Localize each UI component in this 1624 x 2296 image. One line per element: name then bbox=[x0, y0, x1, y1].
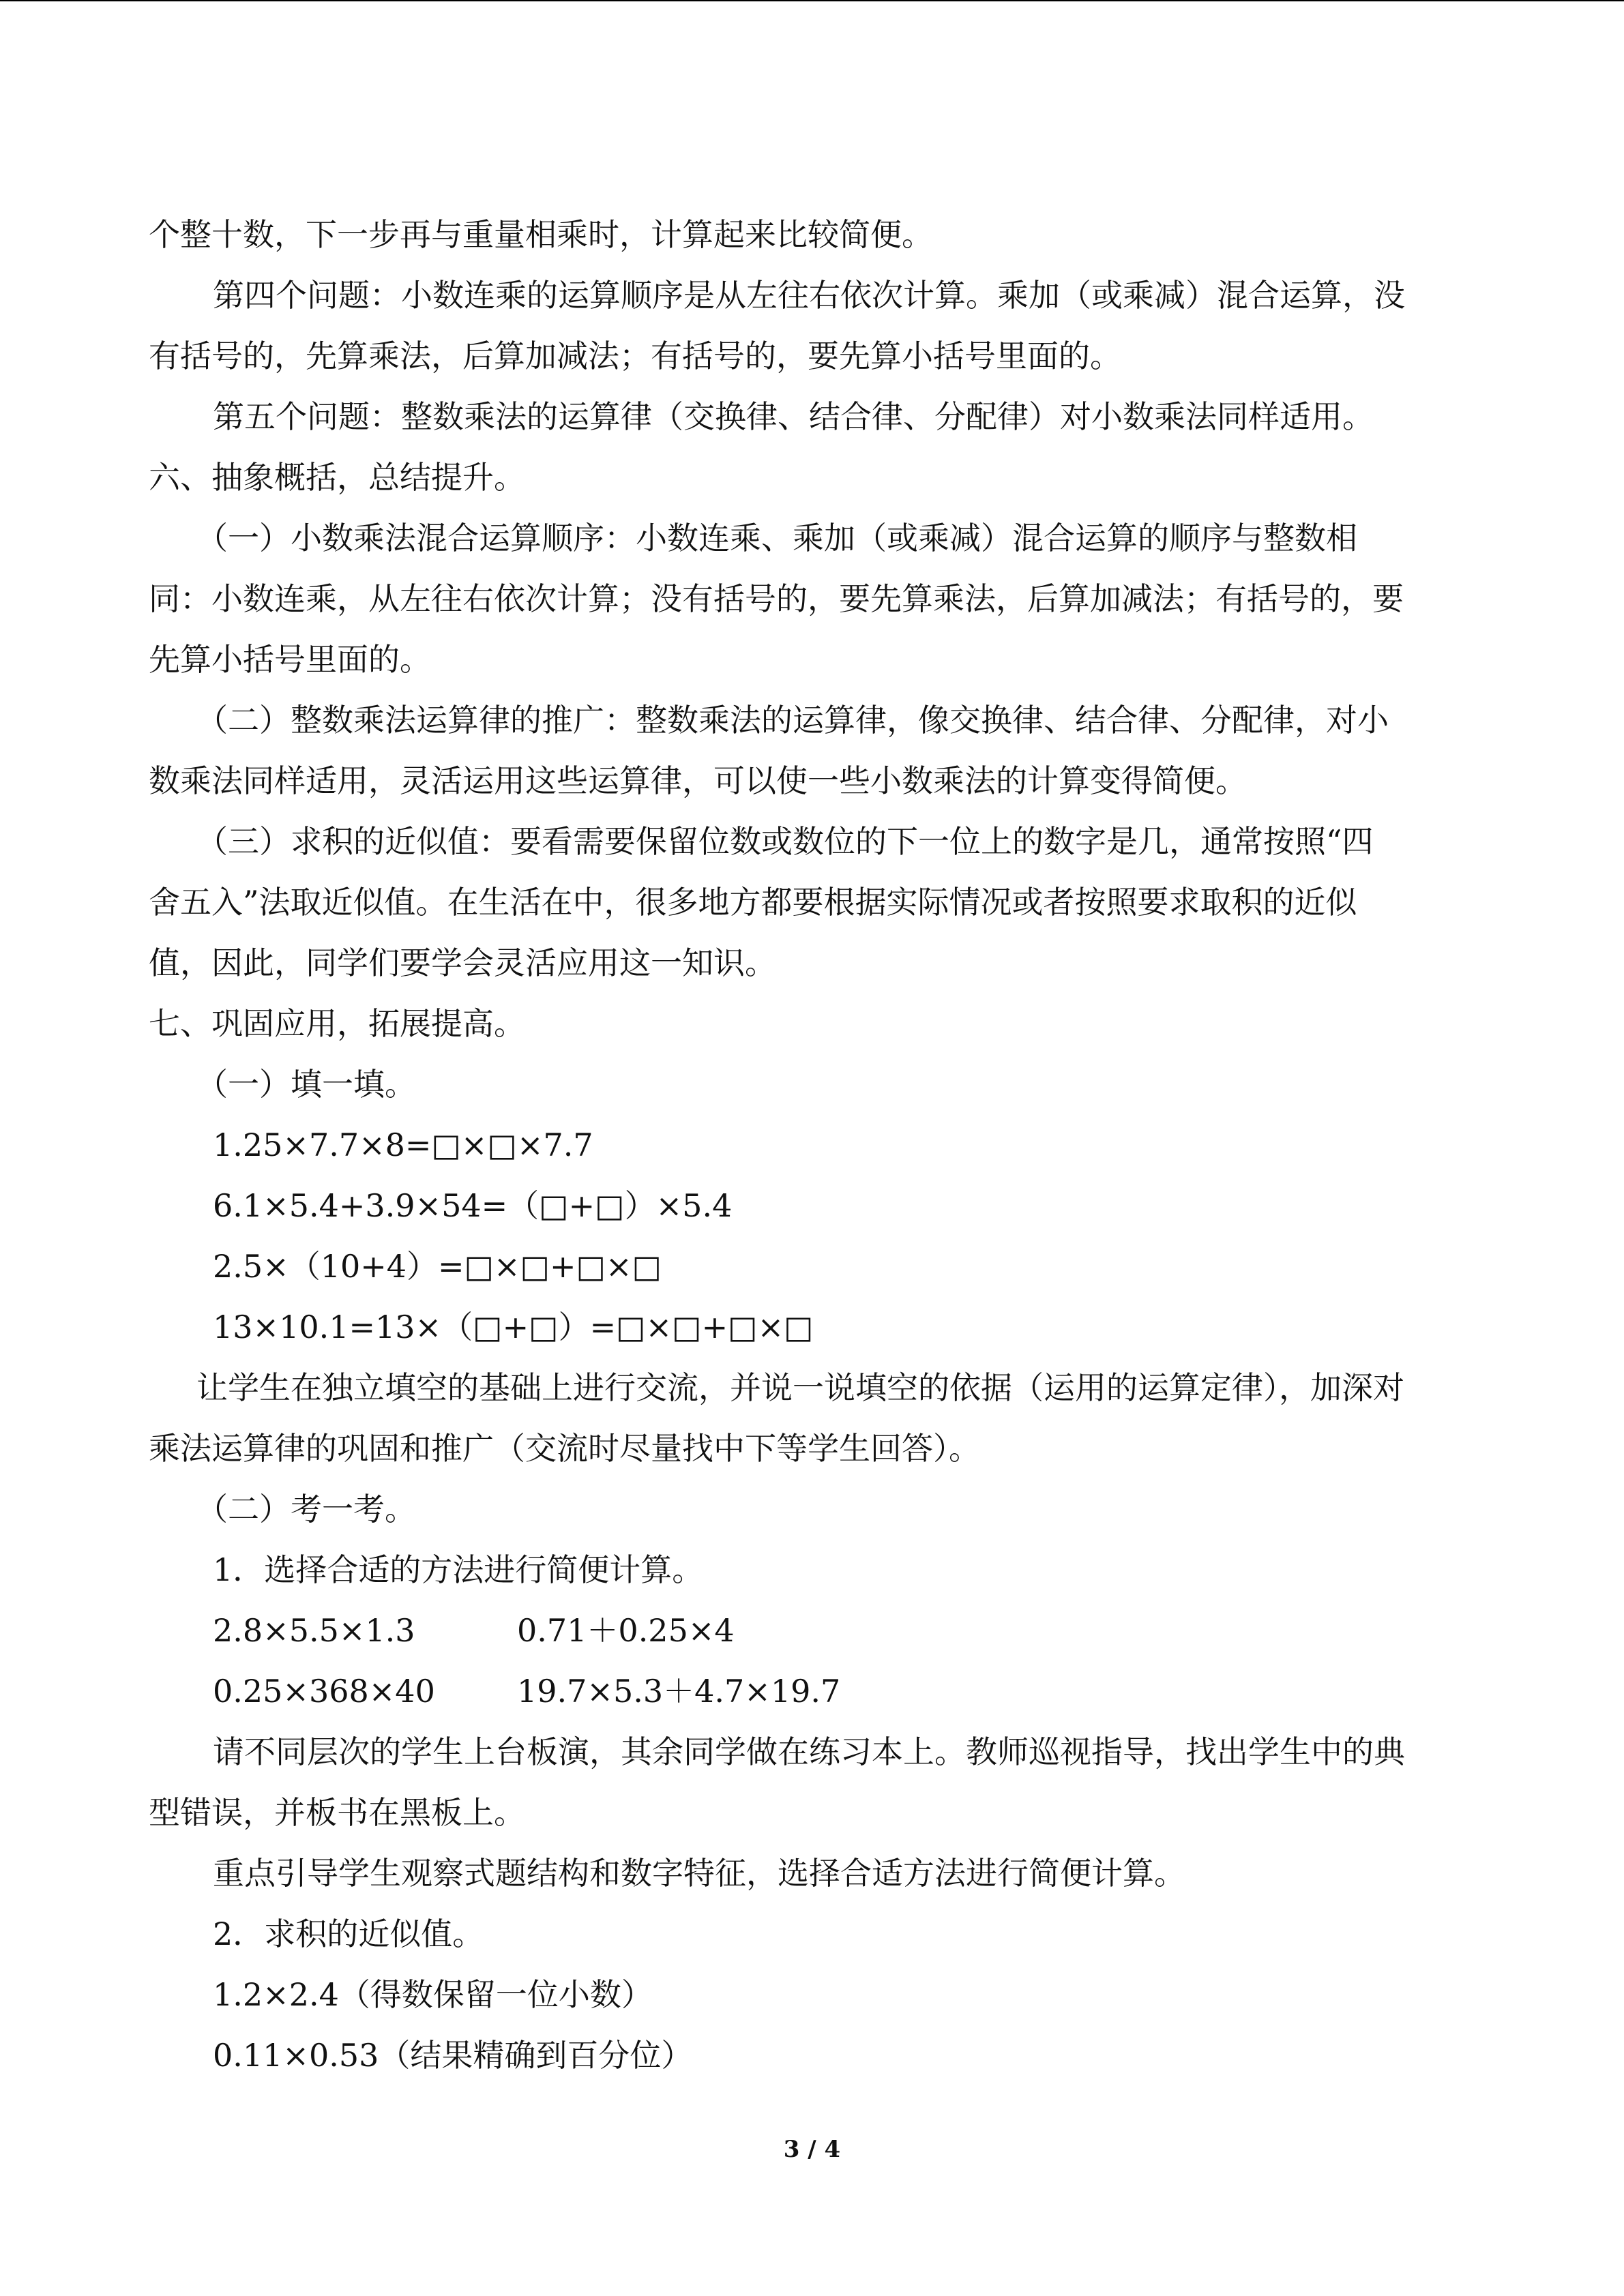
paragraph-line: 个整十数，下一步再与重量相乘时，计算起来比较简便。 bbox=[149, 216, 933, 253]
subsection-heading: （二）考一考。 bbox=[196, 1491, 416, 1527]
calc-row bbox=[149, 1600, 1458, 1661]
paragraph-line: 第五个问题：整数乘法的运算律（交换律、结合律、分配律）对小数乘法同样适用。 bbox=[213, 398, 1374, 435]
calc-expression: 19.7×5.3＋4.7×19.7 bbox=[517, 1673, 841, 1710]
paragraph-line: 型错误，并板书在黑板上。 bbox=[149, 1794, 525, 1831]
paragraph-line: （二）整数乘法运算律的推广：整数乘法的运算律，像交换律、结合律、分配律，对小 bbox=[196, 702, 1389, 739]
paragraph-line: 数乘法同样适用，灵活运用这些运算律，可以使一些小数乘法的计算变得简便。 bbox=[149, 762, 1247, 799]
paragraph-line: （三）求积的近似值：要看需要保留位数或数位的下一位上的数字是几，通常按照“四 bbox=[196, 823, 1374, 860]
fill-blank-equation: 1.25×7.7×8=□×□×7.7 bbox=[213, 1127, 593, 1163]
paragraph-line: 先算小括号里面的。 bbox=[149, 641, 431, 678]
section-heading-7: 七、巩固应用，拓展提高。 bbox=[149, 1005, 525, 1042]
fill-blank-equation: 13×10.1=13×（□+□）=□×□+□×□ bbox=[213, 1309, 814, 1345]
calc-expression: 0.25×368×40 bbox=[213, 1673, 435, 1710]
paragraph-line: 让学生在独立填空的基础上进行交流，并说一说填空的依据（运用的运算定律），加深对 bbox=[196, 1369, 1404, 1406]
approx-exercise: 1.2×2.4（得数保留一位小数） bbox=[213, 1976, 653, 2013]
calc-expression: 2.8×5.5×1.3 bbox=[213, 1612, 415, 1649]
calc-row bbox=[149, 1661, 1458, 1722]
approx-exercise: 0.11×0.53（结果精确到百分位） bbox=[213, 2037, 693, 2074]
paragraph-line: 请不同层次的学生上台板演，其余同学做在练习本上。教师巡视指导，找出学生中的典 bbox=[213, 1733, 1405, 1770]
fill-blank-equation: 2.5×（10+4）=□×□+□×□ bbox=[213, 1248, 662, 1285]
paragraph-line: 有括号的，先算乘法，后算加减法；有括号的，要先算小括号里面的。 bbox=[149, 338, 1121, 374]
subsection-heading: （一）填一填。 bbox=[196, 1066, 416, 1103]
paragraph-line: 重点引导学生观察式题结构和数字特征，选择合适方法进行简便计算。 bbox=[213, 1855, 1185, 1892]
paragraph-line: 乘法运算律的巩固和推广（交流时尽量找中下等学生回答）。 bbox=[149, 1430, 980, 1467]
exercise-heading: 1．选择合适的方法进行简便计算。 bbox=[213, 1551, 704, 1588]
paragraph-line: 舍五入”法取近似值。在生活在中，很多地方都要根据实际情况或者按照要求取积的近似 bbox=[149, 884, 1357, 921]
fill-blank-equation: 6.1×5.4+3.9×54=（□+□）×5.4 bbox=[213, 1187, 733, 1224]
exercise-heading: 2．求积的近似值。 bbox=[213, 1915, 484, 1952]
paragraph-line: 值，因此，同学们要学会灵活应用这一知识。 bbox=[149, 944, 776, 981]
document-page bbox=[149, 205, 1458, 2086]
paragraph-line: 第四个问题：小数连乘的运算顺序是从左往右依次计算。乘加（或乘减）混合运算，没 bbox=[213, 277, 1405, 314]
section-heading-6: 六、抽象概括，总结提升。 bbox=[149, 459, 525, 496]
paragraph-line: 同：小数连乘，从左往右依次计算；没有括号的，要先算乘法，后算加减法；有括号的，要 bbox=[149, 580, 1404, 617]
page-top-border bbox=[0, 0, 1624, 1]
calc-expression: 0.71＋0.25×4 bbox=[517, 1612, 735, 1649]
paragraph-line: （一）小数乘法混合运算顺序：小数连乘、乘加（或乘减）混合运算的顺序与整数相 bbox=[196, 520, 1357, 556]
page-number: 3 / 4 bbox=[783, 2136, 841, 2163]
